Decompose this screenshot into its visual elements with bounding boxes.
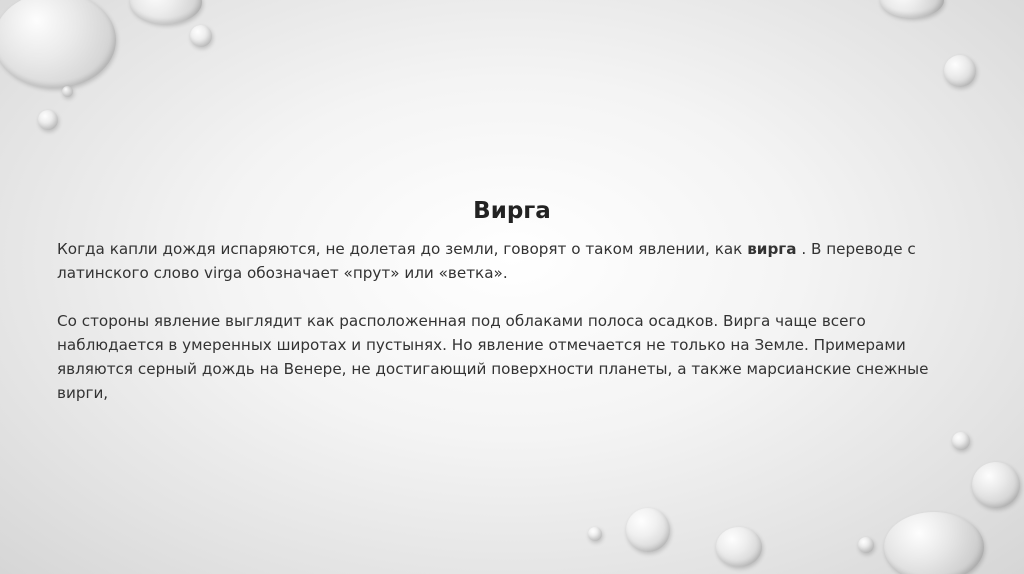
text-run: . В переводе с bbox=[796, 240, 916, 258]
bold-term: вирга bbox=[747, 240, 797, 258]
water-drop-decoration bbox=[0, 0, 116, 88]
slide-title: Вирга bbox=[473, 198, 551, 224]
paragraph-2-line-1: Со стороны явление выглядит как расположенная под облаками полоса осадков. Вирга чаще всего bbox=[57, 312, 866, 330]
paragraph-2-line-2: наблюдается в умеренных широтах и пустынях. Но явление отмечается не только на Земле. Примерами bbox=[57, 336, 906, 354]
water-drop-decoration bbox=[884, 512, 984, 574]
latin-word: virgа bbox=[204, 264, 243, 282]
water-drop-decoration bbox=[716, 527, 762, 567]
water-drop-decoration bbox=[944, 55, 976, 87]
slide-body bbox=[57, 237, 957, 405]
paragraph-2-line-4: вирги, bbox=[57, 384, 109, 402]
paragraph-1-line-2 bbox=[57, 261, 957, 285]
paragraph-1-line-1 bbox=[57, 237, 957, 261]
water-drop-decoration bbox=[626, 508, 670, 552]
water-drop-decoration bbox=[858, 537, 874, 553]
water-drop-decoration bbox=[190, 25, 212, 47]
text-run: Когда капли дождя испаряются, не долетая до земли, говорят о таком явлении, как bbox=[57, 240, 748, 258]
water-drop-decoration bbox=[972, 462, 1020, 508]
water-drop-decoration bbox=[880, 0, 944, 18]
text-run: обозначает «прут» или «ветка». bbox=[242, 264, 508, 282]
paragraph-gap bbox=[57, 285, 957, 309]
water-drop-decoration bbox=[588, 527, 602, 541]
water-drop-decoration bbox=[62, 86, 73, 97]
text-run: латинского слово bbox=[57, 264, 204, 282]
water-drop-decoration bbox=[38, 110, 58, 130]
paragraph-2-line-3: являются серный дождь на Венере, не достигающий поверхности планеты, а также марсианские снежные bbox=[57, 360, 929, 378]
water-drop-decoration bbox=[130, 0, 202, 24]
water-drop-decoration bbox=[952, 432, 970, 450]
